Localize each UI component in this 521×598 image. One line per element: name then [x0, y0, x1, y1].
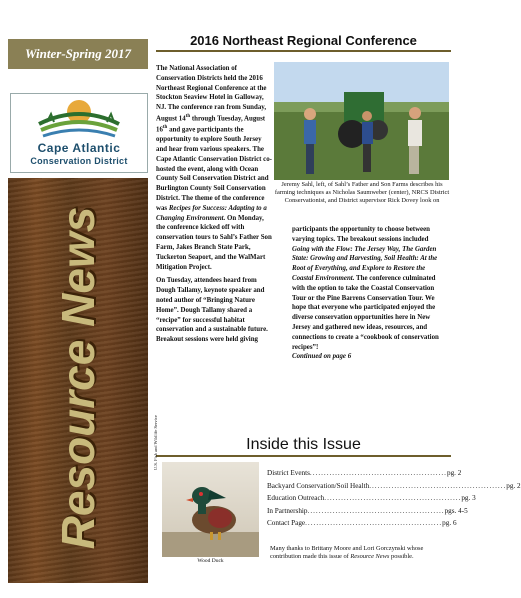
- photo-credit: U.S. Fish and Wildlife Service: [153, 415, 158, 470]
- toc-leader: .................................................: [305, 519, 443, 527]
- toc-item-education-outreach[interactable]: [267, 492, 476, 505]
- photo-caption: Jeremy Sahl, left, of Sahl’s Father and Son Farms describes his farming techniques as Nicholas Saumweber (center), NRCS District Conservationist, and District supervisor Rick Dovey look on: [274, 181, 450, 205]
- article-sup-2: th: [162, 125, 168, 131]
- article-c2b: The conference culminated with the option to take the Coastal Conservation Tour or the Pine Barrens Conservation Tour. We hope that everyone who participated enjoyed the diverse conservation opportunities here in New Jersey and gathered new ideas, resources, and connections to create a “cookbook of conservation recipes”!: [292, 274, 439, 351]
- article-p2: On Tuesday, attendees heard from Dough Tallamy, keynote speaker and noted author of “Bringing Nature Home”. Dough Tallamy shared a “recipe” for successful habitat conservation and a sustainable future. Breakout sessions were held giving: [156, 277, 268, 344]
- article-p1b: through Tuesday, August 16: [156, 115, 266, 134]
- logo-landscape-icon: [11, 94, 147, 140]
- article-p1d: On Monday, the conference kicked off with conservation tours to Sahl’s Father Son Farm, Jakes Branch State Park, Tuckerton Seaport, and the WalMart Mitigation Project.: [156, 214, 272, 271]
- toc-item-contact-page[interactable]: [267, 517, 457, 530]
- toc-item-backyard-conservation[interactable]: [267, 480, 521, 493]
- masthead-panel: [8, 178, 148, 583]
- table-of-contents: [267, 467, 521, 530]
- article-theme: Recipes for Success: Adapting to a Changing Environment.: [156, 204, 267, 222]
- thanks-text-a: Many thanks to Brittany Moore and Lori Gorczynski whose contribution made this issue of: [270, 545, 424, 561]
- article-p1c: and gave participants the opportunity to explore South Jersey and hear from various speakers. The Cape Atlantic Conservation District co-hosted the event, along with Ocean County Soil Conservation District and Burlington County Soil Conservation District. The theme of the conference was: [156, 126, 272, 212]
- toc-page: pg. 2: [446, 469, 462, 477]
- article-c2a: participants the opportunity to choose between varying topics. The breakout sessions included: [292, 226, 431, 243]
- toc-leader: .................................................: [369, 481, 507, 490]
- toc-title: District Events: [267, 469, 310, 477]
- toc-leader: .................................................: [309, 469, 447, 477]
- toc-page: pg. 2: [506, 481, 521, 490]
- toc-page: pgs. 4-5: [444, 506, 468, 515]
- logo-name-line2: Conservation District: [30, 156, 128, 166]
- toc-item-district-events[interactable]: [267, 467, 462, 480]
- district-logo: [10, 93, 148, 173]
- toc-title: Education Outreach: [267, 494, 325, 502]
- thanks-note: [270, 545, 450, 562]
- toc-title: Backyard Conservation/Soil Health: [267, 481, 370, 490]
- article-sup-1: th: [185, 113, 191, 119]
- title-divider: [156, 50, 451, 52]
- season-banner: [8, 39, 148, 69]
- article-p1a: The National Association of Conservation Districts held the 2016 Northeast Regional Conference at the Stockton Seaview Hotel in Galloway, NJ. The conference ran from Sunday, August 14: [156, 65, 267, 123]
- inside-divider: [156, 455, 451, 457]
- wood-duck-photo: [162, 462, 259, 557]
- toc-title: In Partnership: [267, 506, 308, 515]
- season-label: Winter-Spring 2017: [24, 46, 132, 61]
- inside-issue-title: Inside this Issue: [246, 436, 361, 453]
- thanks-publication: Resource News: [350, 553, 390, 561]
- article-column-1: [156, 64, 272, 349]
- article-sessions: Going with the Flow: The Jersey Way, The Garden State: Growing and Harvesting, Soil Health: At the Root of Everything, and Explore to Restore the Coastal Environment.: [292, 245, 438, 282]
- toc-leader: .................................................: [324, 494, 462, 502]
- farm-photo: [274, 62, 449, 180]
- article-column-2: [292, 225, 442, 366]
- farm-scene-icon: [274, 62, 449, 180]
- wood-duck-icon: [162, 462, 259, 557]
- duck-caption: Wood Duck: [197, 558, 224, 564]
- logo-name-line1: Cape Atlantic: [37, 141, 121, 155]
- toc-page: pg. 3: [461, 494, 476, 502]
- toc-item-in-partnership[interactable]: [267, 505, 468, 518]
- masthead-title: Resource News: [52, 206, 104, 550]
- thanks-text-b: possible.: [389, 553, 414, 561]
- conference-title: 2016 Northeast Regional Conference: [190, 33, 417, 48]
- toc-title: Contact Page: [267, 519, 306, 527]
- toc-page: pg. 6: [442, 519, 457, 527]
- toc-leader: .................................................: [307, 506, 445, 515]
- continued-note: Continued on page 6: [292, 353, 352, 361]
